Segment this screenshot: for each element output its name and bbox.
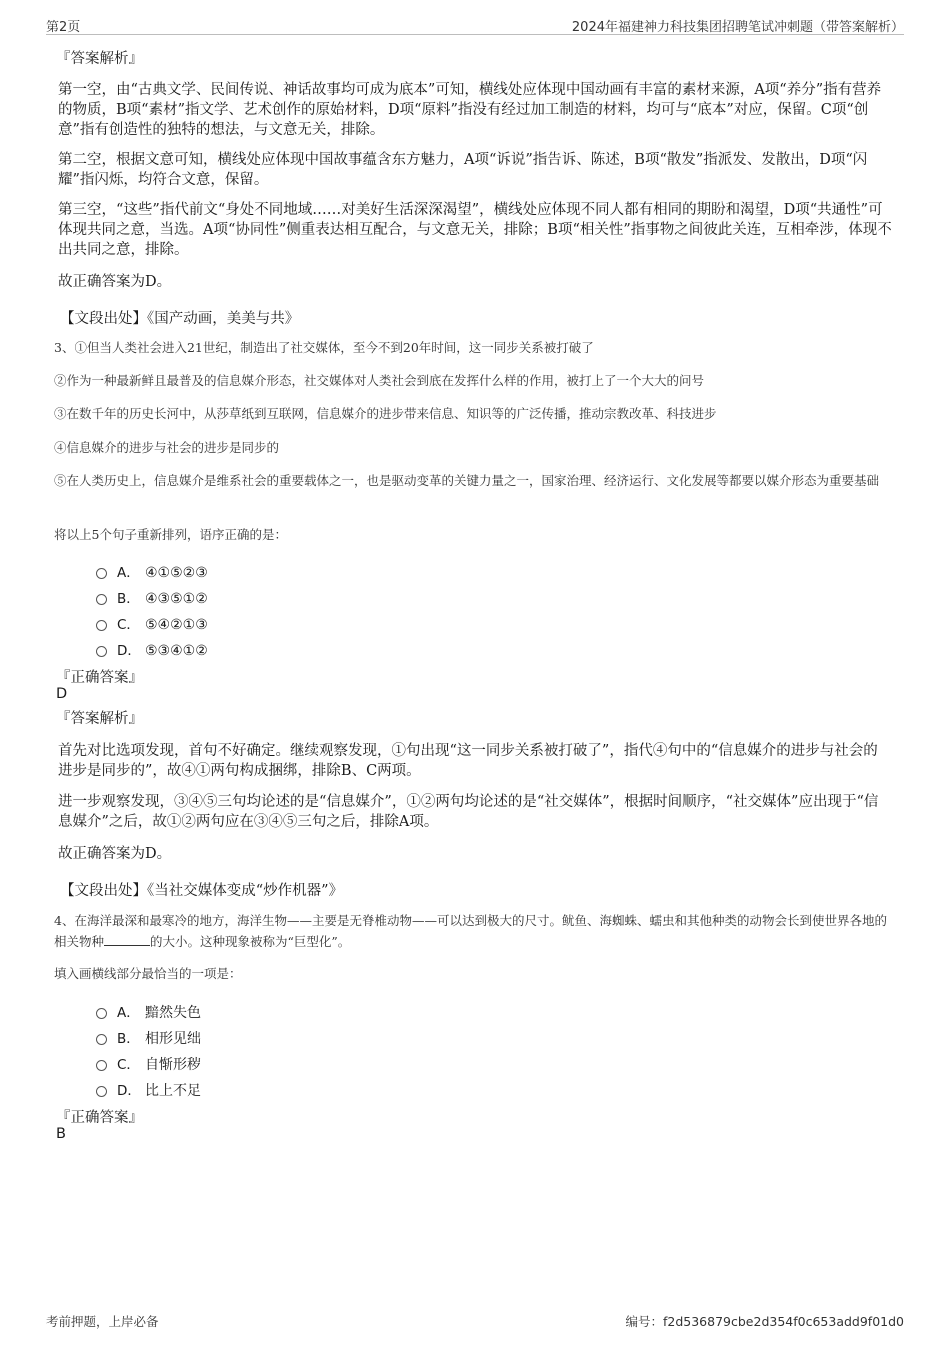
radio-button[interactable] [96,594,107,605]
question-sentence: ③在数千年的历史长河中，从莎草纸到互联网，信息媒介的进步带来信息、知识等的广泛传播，推动宗教改革、科技进步 [54,406,717,421]
radio-button[interactable] [96,1086,107,1097]
analysis-paragraph: 第三空，“这些”指代前文“身处不同地域……对美好生活深深渴望”，横线处应体现不同人都有相同的期盼和渴望，D项“共通性”可体现共同之意，当选。A项“协同性”侧重表达相互配合，与文意无关，排除；B项“相关性”指事物之间彼此关连，互相牵涉，体现不出共同之意，排除。 [58,202,892,258]
radio-button[interactable] [96,620,107,631]
analysis-paragraph: 第二空，根据文意可知，横线处应体现中国故事蕴含东方魅力，A项“诉说”指告诉、陈述，B项“散发”指派发、发散出，D项“闪耀”指闪烁，均符合文意，保留。 [58,152,868,188]
radio-button[interactable] [96,1034,107,1045]
radio-button[interactable] [96,1060,107,1071]
question-prompt: 将以上5个句子重新排列，语序正确的是： [54,527,287,542]
correct-answer: B [56,1126,66,1142]
footer-slogan: 考前押题，上岸必备 [46,1314,159,1329]
option-a[interactable]: A． 黯然失色 [96,1001,201,1022]
option-b[interactable]: B． ④③⑤①② [96,587,208,607]
question-sentence: 3、①但当人类社会进入21世纪，制造出了社交媒体，至今不到20年时间，这一同步关系被打破了 [54,340,594,355]
correct-answer: D [56,686,68,702]
text-source: 【文段出处】《国产动画，美美与共》 [60,311,300,327]
option-d[interactable]: D． 比上不足 [96,1079,201,1100]
analysis-paragraph: 第一空，由“古典文学、民间传说、神话故事均可成为底本”可知，横线处应体现中国动画有丰富的素材来源，A项“养分”指有营养的物质，B项“素材”指文学、艺术创作的原始材料，D项“原料”指没有经过加工制造的材料，均可与“底本”对应，保留。C项“创意”指有创造性的独特的想法，与文意无关，排除。 [58,82,882,138]
analysis-label: 『答案解析』 [56,711,143,727]
question-sentence: ④信息媒介的进步与社会的进步是同步的 [54,440,280,455]
document-title: 2024年福建神力科技集团招聘笔试冲刺题（带答案解析） [571,20,904,35]
analysis-paragraph: 首先对比选项发现，首句不好确定。继续观察发现，①句出现“这一同步关系被打破了”，指代④句中的“信息媒介的进步与社会的进步是同步的”，故④①两句构成捆绑，排除B、C两项。 [58,743,878,779]
correct-answer-label: 『正确答案』 [56,670,143,686]
option-c[interactable]: C． 自惭形秽 [96,1053,201,1074]
analysis-paragraph: 进一步观察发现，③④⑤三句均论述的是“信息媒介”，①②两句均论述的是“社交媒体”，根据时间顺序，“社交媒体”应出现于“信息媒介”之后，故①②两句应在③④⑤三句之后，排除A项。 [58,794,879,830]
radio-button[interactable] [96,1008,107,1019]
radio-button[interactable] [96,646,107,657]
document-code: 编号：f2d536879cbe2d354f0c653add9f01d0 [625,1314,904,1329]
option-a[interactable]: A． ④①⑤②③ [96,561,208,581]
option-c[interactable]: C． ⑤④②①③ [96,613,208,633]
option-b[interactable]: B． 相形见绌 [96,1027,201,1048]
option-d[interactable]: D． ⑤③④①② [96,639,208,659]
fill-blank [104,933,150,946]
question-stem: 4、在海洋最深和最寒冷的地方，海洋生物——主要是无脊椎动物——可以达到极大的尺寸。鱿鱼、海蜘蛛、蠕虫和其他种类的动物会长到使世界各地的相关物种 的大小。这种现象被称为“巨型化”。 [54,913,887,949]
question-sentence: ②作为一种最新鲜且最普及的信息媒介形态，社交媒体对人类社会到底在发挥什么样的作用，被打上了一个大大的问号 [54,373,705,388]
question-prompt: 填入画横线部分最恰当的一项是： [54,966,242,981]
analysis-label: 『答案解析』 [56,51,143,67]
text-source: 【文段出处】《当社交媒体变成“炒作机器”》 [60,883,344,899]
page-footer [46,1312,904,1332]
analysis-conclusion: 故正确答案为D。 [58,846,172,862]
analysis-conclusion: 故正确答案为D。 [58,274,172,290]
correct-answer-label: 『正确答案』 [56,1110,143,1126]
page-header [46,14,904,35]
question-sentence: ⑤在人类历史上，信息媒介是维系社会的重要载体之一，也是驱动变革的关键力量之一，国家治理、经济运行、文化发展等都要以媒介形态为重要基础 [54,473,880,488]
radio-button[interactable] [96,568,107,579]
page-number: 第2页 [46,20,81,35]
